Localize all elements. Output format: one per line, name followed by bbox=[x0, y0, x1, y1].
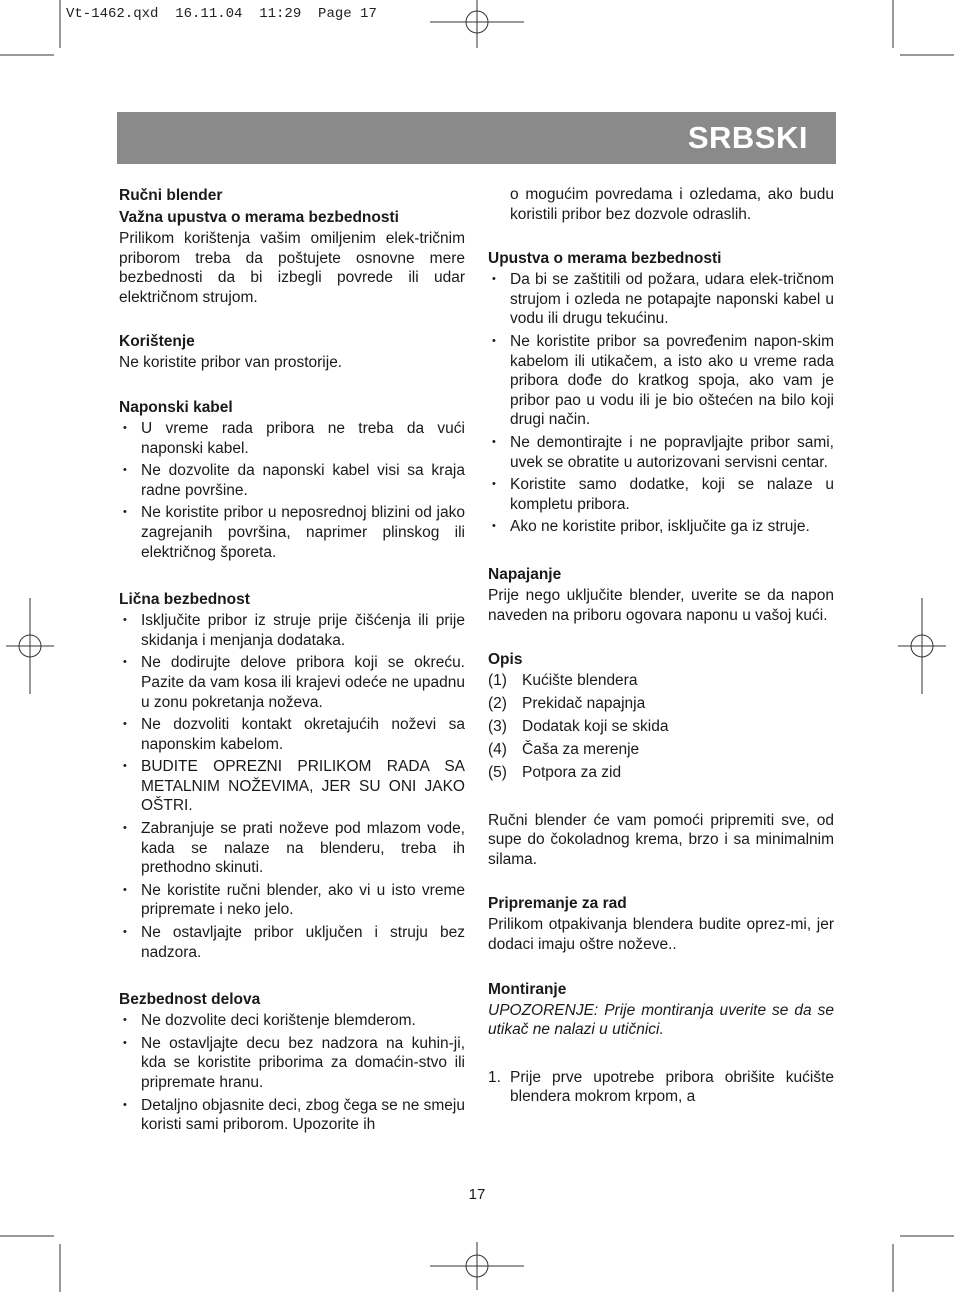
list-item: • Isključite pribor iz struje prije čišćenja ili prije skidanja i menjanja dodataka. bbox=[119, 611, 465, 650]
banner-title: SRBSKI bbox=[687, 120, 808, 155]
list-item: • Ne dodirujte delove pribora koji se okreću. Pazite da vam kosa ili krajevi odeće ne upadnu u zonu pokretanja noževa. bbox=[119, 653, 465, 712]
list-item: • Ne demontirajte i ne popravljajte pribor sami, uvek se obratite u autorizovani servisni centar. bbox=[488, 433, 834, 472]
paragraph-preparation: Prilikom otpakivanja blendera budite oprez-mi, jer dodaci imaju oštre noževe.. bbox=[488, 916, 834, 953]
heading-safety-measures: Upustva o merama bezbednosti bbox=[488, 250, 722, 268]
heading-power-cable: Naponski kabel bbox=[119, 398, 233, 416]
list-power-cable bbox=[119, 419, 465, 562]
list-item: • Ne koristite ručni blender, ako vi u isto vreme pripremate i neko jelo. bbox=[119, 881, 465, 920]
list-item: (4) Čaša za merenje bbox=[488, 741, 640, 759]
list-personal-safety bbox=[119, 611, 465, 962]
list-item: • BUDITE OPREZNI PRILIKOM RADA SA METALNIM NOŽEVIMA, JER SU ONI JAKO OŠTRI. bbox=[119, 757, 465, 816]
list-safety-measures bbox=[488, 270, 834, 537]
list-item: • Ne dozvolite deci korištenje blemderom. bbox=[119, 1011, 465, 1031]
registration-mark-left bbox=[6, 598, 54, 694]
list-parts-description bbox=[488, 671, 834, 783]
list-item: • Detaljno objasnite deci, zbog čega se ne smeju koristi sami priborom. Upozorite ih bbox=[119, 1096, 465, 1135]
left-column bbox=[119, 185, 465, 1138]
paragraph-warning: UPOZORENJE: Prije montiranja uverite se da se utikač ne nalazi u utičnici. bbox=[488, 1001, 834, 1039]
page-number: 17 bbox=[468, 1186, 486, 1203]
list-item: (5) Potpora za zid bbox=[488, 764, 622, 782]
heading-description: Opis bbox=[488, 651, 523, 669]
right-column bbox=[488, 185, 834, 1107]
list-item: • Ne koristite pribor u neposrednoj blizini od jako zagrejanih površina, naprimer plinskog ili električnog šporeta. bbox=[119, 503, 465, 562]
heading-usage: Korištenje bbox=[119, 333, 195, 351]
heading-safety-instructions: Važna upustva o merama bezbednosti bbox=[119, 209, 399, 226]
language-banner bbox=[117, 112, 836, 164]
paragraph-continued: o mogućim povredama i ozledama, ako budu koristili pribor bez dozvole odraslih. bbox=[510, 186, 834, 223]
paragraph-usage: Ne koristite pribor van prostorije. bbox=[119, 354, 343, 372]
registration-mark-right bbox=[898, 598, 946, 694]
heading-assembly: Montiranje bbox=[488, 980, 567, 998]
heading-parts-safety: Bezbednost delova bbox=[119, 991, 261, 1009]
heading-preparation: Pripremanje za rad bbox=[488, 895, 627, 913]
paragraph-description: Ručni blender će vam pomoći pripremiti sve, od supe do čokoladnog krema, brzo i sa minimalnim silama. bbox=[488, 811, 834, 868]
step-1: 1. Prije prve upotrebe pribora obrišite kućište blendera mokrom krpom, a bbox=[488, 1068, 834, 1106]
paragraph-power-supply: Prije nego uključite blender, uverite se da napon naveden na priboru ogovara naponu u vašoj kući. bbox=[488, 586, 834, 624]
list-item: • Da bi se zaštitili od požara, udara elek-tričnom strujom i ozleda ne potapajte naponski kabel u vodu ili drugu tekućinu. bbox=[488, 270, 834, 329]
list-item: (3) Dodatak koji se skida bbox=[488, 718, 669, 736]
list-item: • Ne ostavljajte pribor uključen i struju bez nadzora. bbox=[119, 923, 465, 962]
heading-personal-safety: Lična bezbednost bbox=[119, 591, 250, 609]
list-item: • Koristite samo dodatke, koji se nalaze u kompletu pribora. bbox=[488, 475, 834, 514]
list-item: • U vreme rada pribora ne treba da vući naponski kabel. bbox=[119, 419, 465, 458]
registration-mark-bottom bbox=[430, 1242, 524, 1290]
list-item: • Ne dozvoliti kontakt okretajućih noževi sa naponskim kabelom. bbox=[119, 715, 465, 754]
registration-mark-top bbox=[430, 0, 524, 48]
list-item: (1) Kućište blendera bbox=[488, 672, 638, 690]
list-item: • Zabranjuje se prati noževe pod mlazom vode, kada se nalaze na blenderu, treba ih prethodno skinuti. bbox=[119, 819, 465, 878]
list-parts-safety bbox=[119, 1011, 465, 1135]
list-item: • Ne koristite pribor sa povređenim napon-skim kabelom ili utikačem, a isto ako u vreme rada pribora dođe do kratkog spoja, ako vam je pribor pao u vodu ili je bio oštećen na bilo koji drugi način. bbox=[488, 332, 834, 430]
paragraph-safety: Prilikom korištenja vašim omiljenim elek-tričnim priborom treba da poštujete osnovne mere bezbednosti da bi izbegli povrede ili udar električnom strujom. bbox=[119, 230, 465, 306]
list-item: • Ne ostavljajte decu bez nadzora na kuhin-ji, kda se koristite priborima za domaćin-stvo ili pripremate hranu. bbox=[119, 1034, 465, 1093]
list-item: (2) Prekidač napajnja bbox=[488, 695, 646, 713]
heading-hand-blender: Ručni blender bbox=[119, 187, 223, 204]
heading-power-supply: Napajanje bbox=[488, 565, 562, 583]
file-slug: Vt-1462.qxd 16.11.04 11:29 Page 17 bbox=[66, 6, 377, 22]
list-item: • Ako ne koristite pribor, isključite ga iz struje. bbox=[488, 517, 834, 537]
list-item: • Ne dozvolite da naponski kabel visi sa kraja radne površine. bbox=[119, 461, 465, 500]
